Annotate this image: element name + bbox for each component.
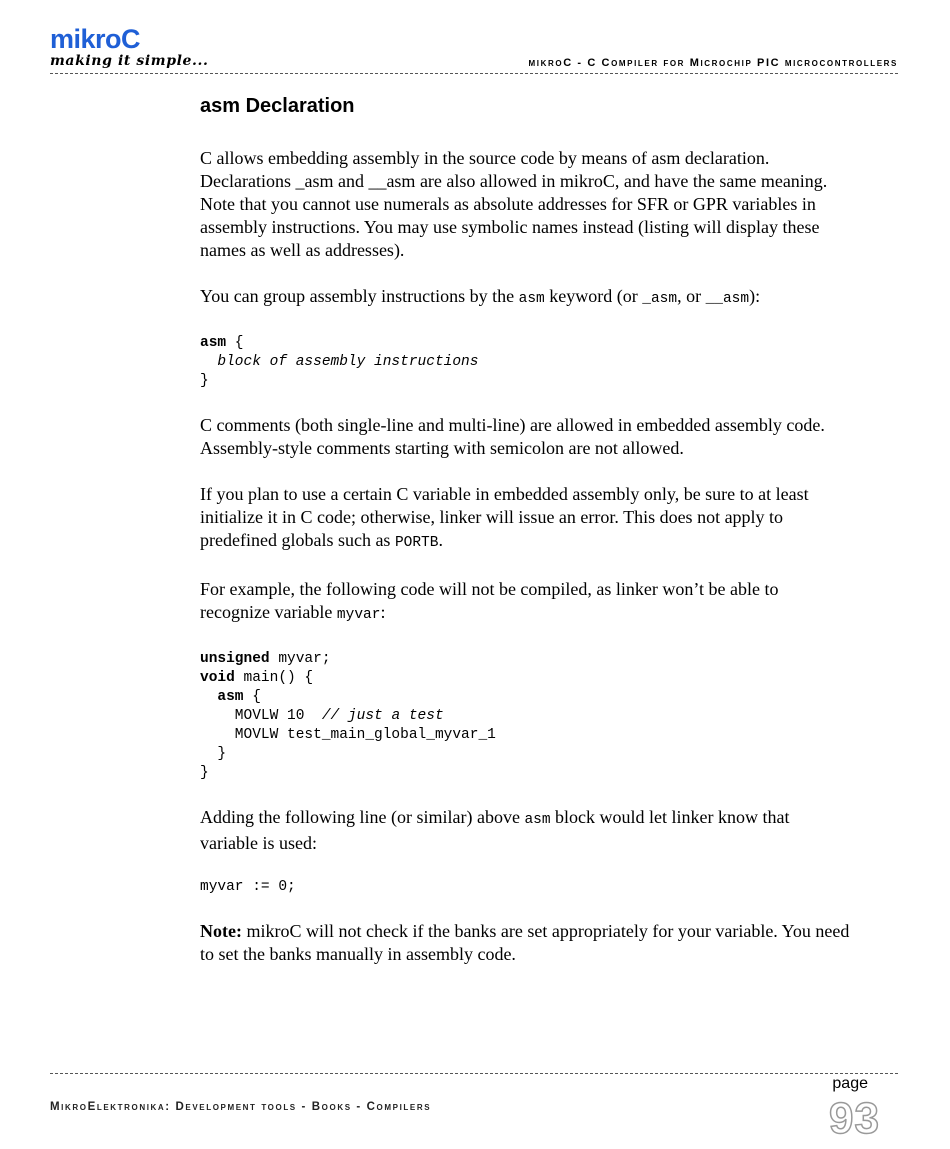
note-label: Note: (200, 921, 242, 941)
code-keyword: void (200, 670, 235, 686)
page-number: 93 (829, 1094, 880, 1143)
text-span: keyword (or (544, 286, 643, 306)
code-block-fix: myvar := 0; (200, 879, 296, 895)
text-span: , or (677, 286, 706, 306)
code-text: myvar; (269, 651, 331, 667)
code-text: { (243, 689, 261, 705)
code-block-example (200, 650, 850, 783)
paragraph-note (200, 920, 850, 966)
inline-code: __asm (705, 291, 750, 307)
text-span: If you plan to use a certain C variable in embedded assembly only, be sure to at least initialize it in C code; otherwise, linker will issue an error. This does not apply to predefined globals such as (200, 484, 809, 550)
header-title: mikroC - C Compiler for Microchip PIC microcontrollers (528, 57, 898, 69)
header-divider (50, 73, 898, 74)
page-header (50, 20, 898, 78)
text-span: Adding the following line (or similar) above (200, 807, 525, 827)
text-span: block would let linker know that variable is used: (200, 807, 790, 853)
page-label: page (832, 1075, 868, 1092)
paragraph-example (200, 578, 850, 627)
footer-company: MikroElektronika: Development tools - Books - Compilers (50, 1101, 432, 1113)
text-span: . (438, 530, 443, 550)
text-span: : (380, 602, 386, 622)
footer-divider (50, 1073, 898, 1074)
paragraph-grouping (200, 285, 850, 311)
code-text: MOVLW test_main_global_myvar_1 (200, 727, 496, 743)
text-span: For example, the following code will not be compiled, as linker won’t be able to recognize variable (200, 579, 779, 622)
inline-code: _asm (642, 291, 678, 307)
code-indent (200, 689, 217, 705)
note-text: mikroC will not check if the banks are set appropriately for your variable. You need to set the banks manually in assembly code. (200, 921, 850, 964)
text-span: You can group assembly instructions by the (200, 286, 519, 306)
logo-tagline: making it simple... (50, 53, 209, 69)
code-comment: // just a test (321, 708, 444, 724)
inline-code: asm (518, 291, 545, 307)
mikroc-logo: mikroC (50, 24, 141, 54)
paragraph-fix (200, 806, 850, 855)
code-block-asm-syntax (200, 334, 850, 391)
code-text: main() { (234, 670, 314, 686)
paragraph-comments: C comments (both single-line and multi-line) are allowed in embedded assembly code. Assembly-style comments starting with semicolon are not allowed. (200, 415, 825, 458)
code-text: { (226, 335, 244, 351)
code-placeholder: block of assembly instructions (200, 354, 479, 370)
inline-code: asm (524, 812, 551, 828)
section-title: asm Declaration (200, 95, 355, 117)
code-text: MOVLW 10 (200, 708, 322, 724)
code-text: } (200, 373, 209, 389)
code-keyword: unsigned (200, 651, 270, 667)
inline-code: myvar (336, 607, 381, 623)
code-text: } (200, 765, 209, 781)
inline-code: PORTB (394, 535, 439, 551)
text-span: ): (749, 286, 761, 306)
code-keyword: asm (200, 335, 227, 351)
code-keyword: asm (217, 689, 244, 705)
code-text: } (200, 746, 227, 762)
paragraph-initialize (200, 483, 850, 555)
paragraph-intro: C allows embedding assembly in the source code by means of asm declaration. Declarations _asm and __asm are also allowed in mikroC, and have the same meaning. Note that you cannot use numerals as absolute addresses for SFR or GPR variables in assembly instructions. You may use symbolic names instead (listing will display these names as well as addresses). (200, 148, 828, 260)
page-content (200, 93, 850, 989)
